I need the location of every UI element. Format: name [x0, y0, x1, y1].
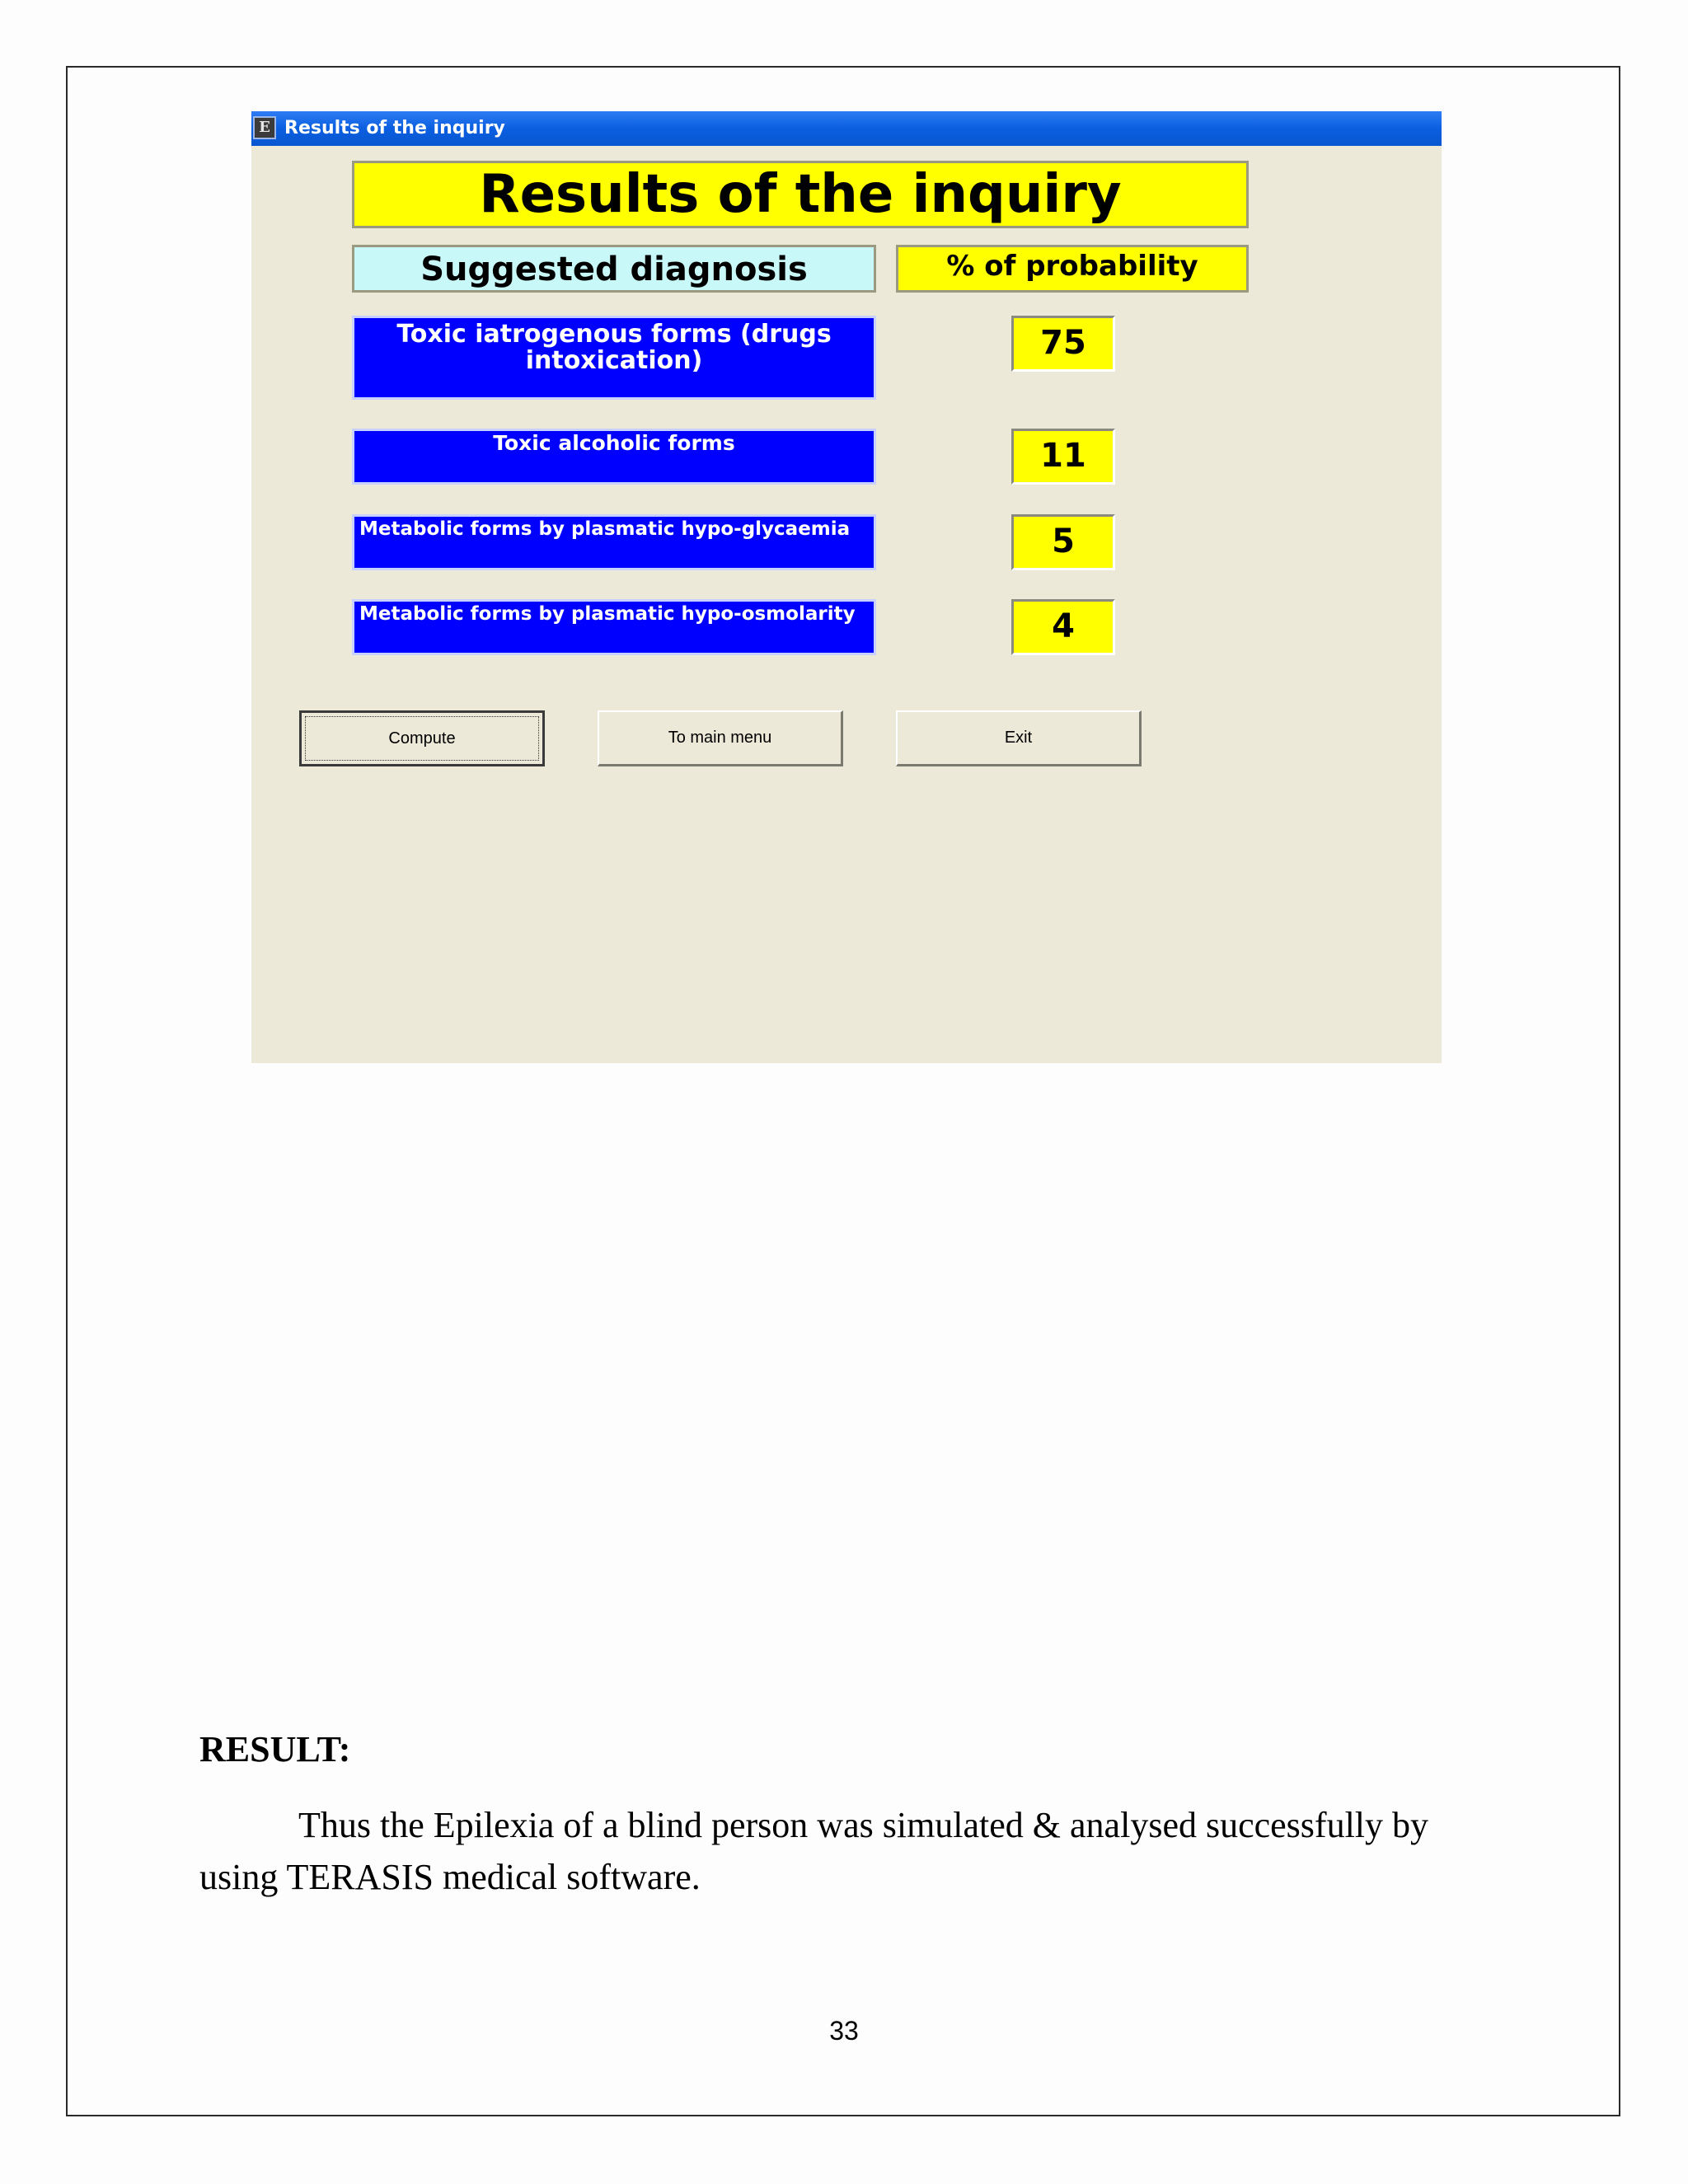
diagnosis-label: Toxic alcoholic forms: [352, 429, 876, 485]
exit-button-label: Exit: [1004, 729, 1033, 747]
main-menu-button[interactable]: [598, 710, 843, 766]
compute-button-label: Compute: [388, 729, 456, 748]
exit-button[interactable]: [896, 710, 1142, 766]
page-number: 33: [829, 2016, 859, 2046]
app-icon: E: [253, 116, 276, 139]
diagnosis-label: Metabolic forms by plasmatic hypo-glycaemia: [352, 514, 876, 570]
main-menu-button-label: To main menu: [668, 729, 772, 747]
focus-ring: [305, 716, 539, 761]
probability-value: 5: [1011, 514, 1115, 570]
results-banner: Results of the inquiry: [352, 161, 1249, 228]
window-title: Results of the inquiry: [284, 118, 505, 138]
compute-button[interactable]: [299, 710, 545, 766]
result-heading: RESULT:: [199, 1729, 351, 1769]
results-window: [251, 111, 1442, 1063]
probability-value: 75: [1011, 316, 1115, 372]
result-text: Thus the Epilexia of a blind person was simulated & analysed successfully by using TERASIS medical software.: [199, 1805, 1429, 1897]
window-titlebar[interactable]: [251, 111, 1442, 146]
result-paragraph: [199, 1799, 1485, 1903]
probability-value: 4: [1011, 599, 1115, 655]
diagnosis-label: Metabolic forms by plasmatic hypo-osmolarity: [352, 599, 876, 655]
probability-column-header: % of probability: [896, 245, 1249, 293]
diagnosis-column-header: Suggested diagnosis: [352, 245, 876, 293]
diagnosis-label: Toxic iatrogenous forms (drugs intoxication): [352, 316, 876, 400]
probability-value: 11: [1011, 429, 1115, 485]
